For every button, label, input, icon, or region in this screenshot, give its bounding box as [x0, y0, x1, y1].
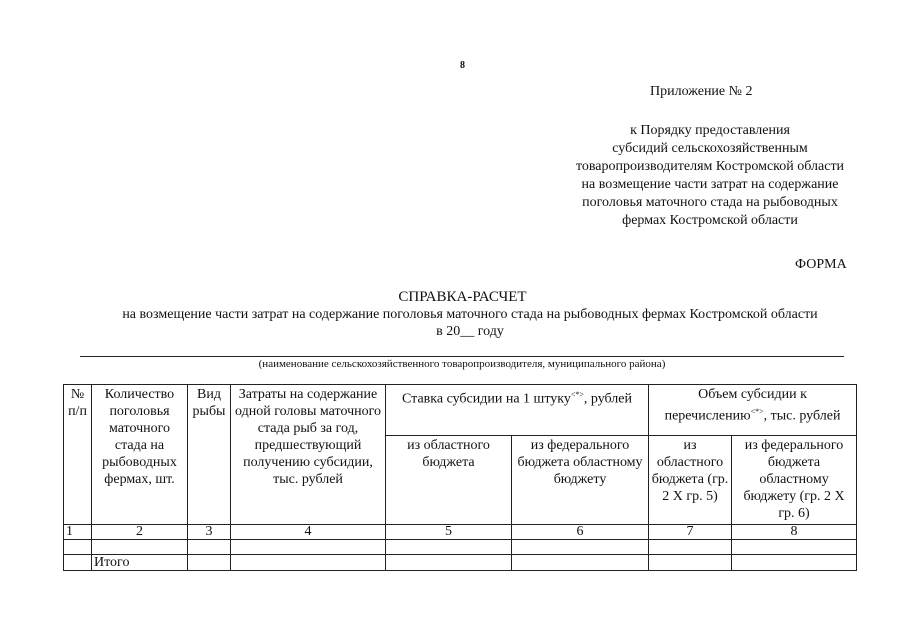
- table-cell: [64, 555, 92, 571]
- form-label: ФОРМА: [795, 257, 847, 272]
- column-number-row: [64, 525, 857, 540]
- appendix-line: к Порядку предоставления: [630, 123, 790, 138]
- note-mark: <*>: [750, 407, 764, 416]
- header-volume-unit: , тыс. рублей: [763, 408, 841, 424]
- table-cell: [649, 555, 732, 571]
- table-cell: [649, 540, 732, 555]
- organization-name-line: [80, 356, 844, 357]
- document-subtitle-block: [60, 306, 880, 340]
- table-cell: [188, 540, 231, 555]
- table-cell: [231, 555, 386, 571]
- header-volume: [649, 385, 857, 436]
- header-volume-text: Объем субсидии к перечислению: [664, 387, 807, 424]
- column-number: 7: [649, 525, 732, 540]
- table-cell: [231, 540, 386, 555]
- column-number: 2: [92, 525, 188, 540]
- appendix-line: товаропроизводителям Костромской области: [575, 159, 845, 174]
- appendix-line: поголовья маточного стада на рыбоводных: [582, 195, 838, 210]
- column-number: 1: [64, 525, 92, 540]
- table-cell: [512, 555, 649, 571]
- table-cell: [64, 540, 92, 555]
- table-cell: [732, 540, 857, 555]
- document-title: СПРАВКА-РАСЧЕТ: [398, 289, 527, 305]
- appendix-line: фермах Костромской области: [622, 213, 798, 228]
- table-row: [64, 540, 857, 555]
- column-number: 4: [231, 525, 386, 540]
- document-subtitle: на возмещение части затрат на содержание поголовья маточного стада на рыбоводных фермах Костромской области: [122, 307, 818, 322]
- header-row-1: [64, 385, 857, 436]
- appendix-title: Приложение № 2: [650, 84, 753, 99]
- header-volume-regional: из областного бюджета (гр. 2 X гр. 5): [649, 436, 732, 525]
- column-number: 5: [386, 525, 512, 540]
- column-number: 6: [512, 525, 649, 540]
- page-number: 8: [460, 60, 465, 71]
- year-line: в 20__ году: [436, 324, 504, 339]
- note-mark: <*>: [570, 390, 584, 399]
- table-cell: [188, 555, 231, 571]
- header-costs: Затраты на содержание одной головы маточного стада рыб за год, предшествующий получению субсидии, тыс. рублей: [231, 385, 386, 525]
- total-row: [64, 555, 857, 571]
- appendix-line: субсидий сельскохозяйственным: [612, 141, 808, 156]
- total-label: Итого: [92, 555, 188, 571]
- header-count: Количество поголовья маточного стада на рыбоводных фермах, шт.: [92, 385, 188, 525]
- header-volume-federal: из федерального бюджета областному бюджету (гр. 2 X гр. 6): [732, 436, 857, 525]
- calculation-table: [63, 384, 857, 571]
- table-cell: [386, 555, 512, 571]
- table-cell: [92, 540, 188, 555]
- header-species: Вид рыбы: [188, 385, 231, 525]
- column-number: 3: [188, 525, 231, 540]
- header-num: № п/п: [64, 385, 92, 525]
- appendix-body: [540, 122, 880, 230]
- header-rate-text: Ставка субсидии на 1 штуку: [402, 391, 571, 407]
- header-rate-unit: , рублей: [583, 391, 633, 407]
- header-rate: [386, 385, 649, 436]
- header-rate-regional: из областного бюджета: [386, 436, 512, 525]
- column-number: 8: [732, 525, 857, 540]
- table-cell: [732, 555, 857, 571]
- table-cell: [512, 540, 649, 555]
- table-cell: [386, 540, 512, 555]
- header-rate-federal: из федерального бюджета областному бюджету: [512, 436, 649, 525]
- organization-caption: (наименование сельскохозяйственного товаропроизводителя, муниципального района): [258, 358, 666, 370]
- appendix-line: на возмещение части затрат на содержание: [581, 177, 839, 192]
